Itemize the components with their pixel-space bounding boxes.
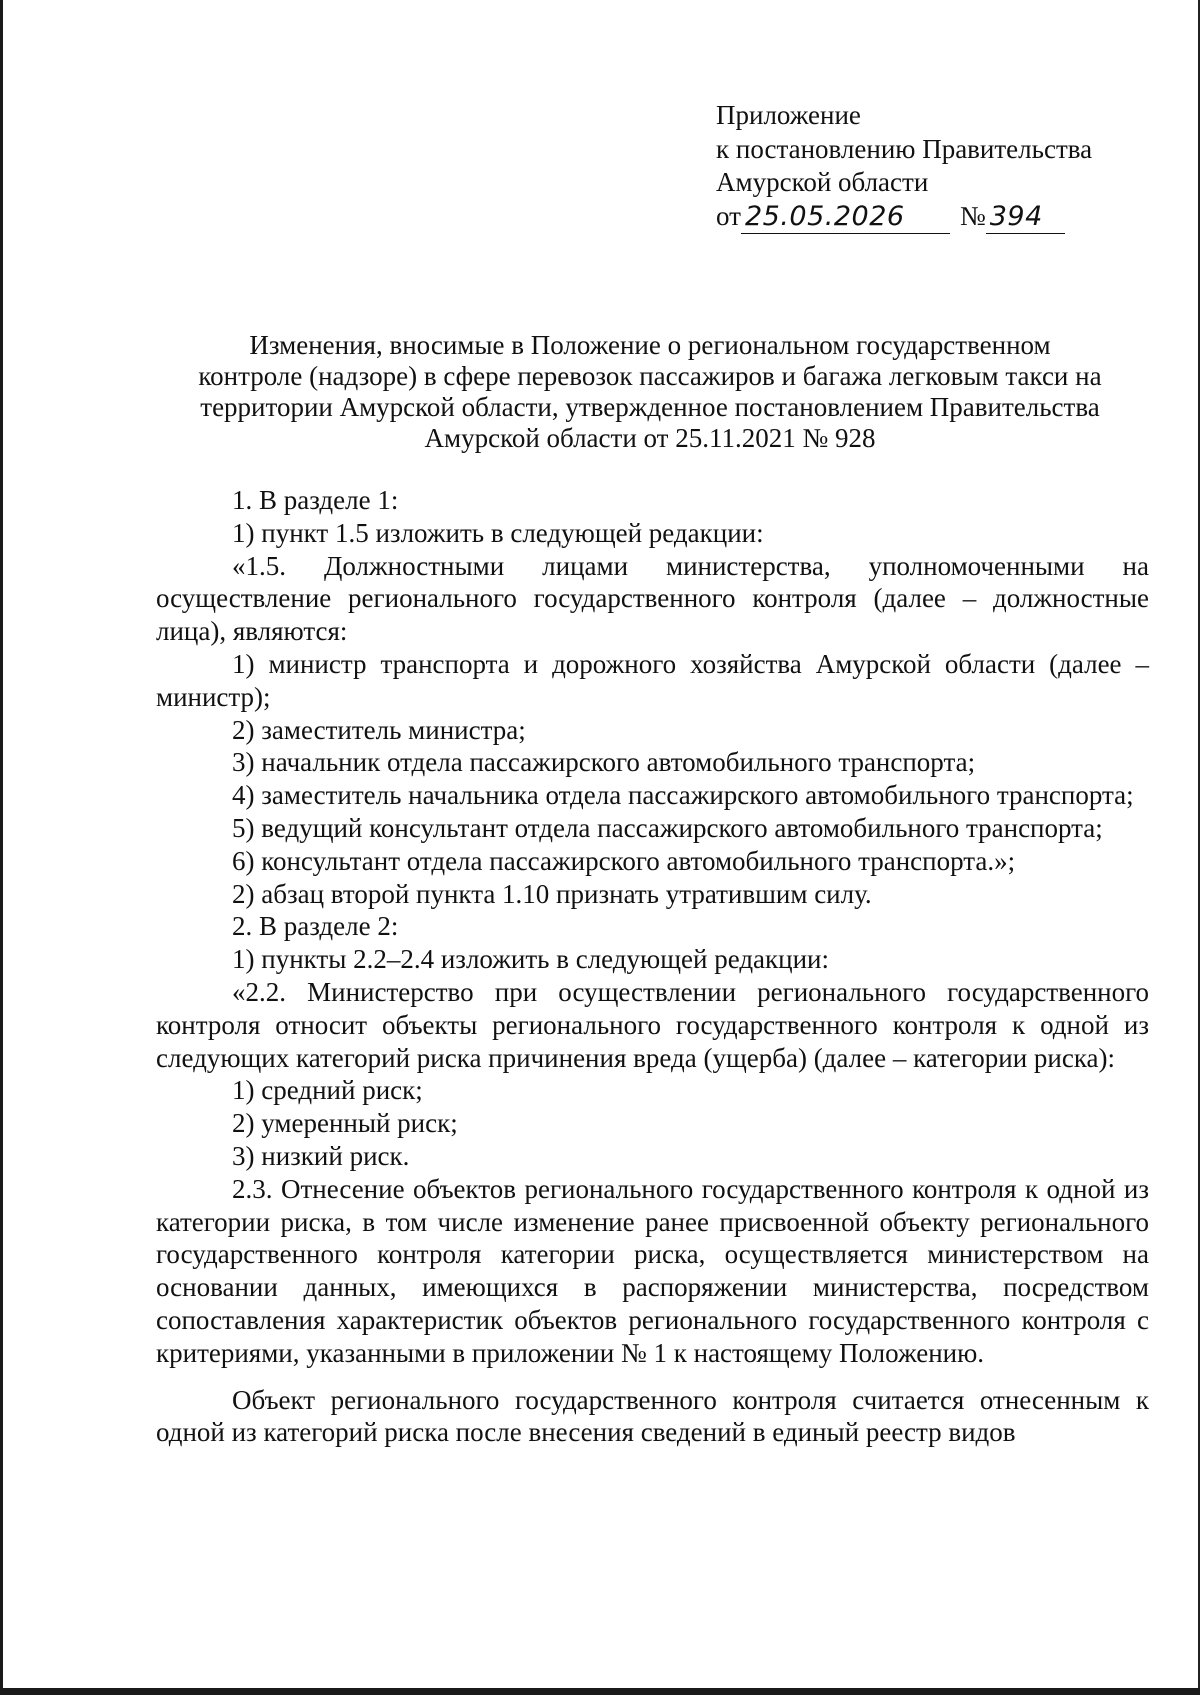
handwritten-number: 394 [986, 200, 1065, 235]
handwritten-date: 25.05.2026 [741, 200, 950, 235]
title-line: Амурской области от 25.11.2021 № 928 [424, 423, 876, 453]
paragraph: 1) пункты 2.2–2.4 изложить в следующей редакции: [232, 944, 830, 975]
title-line: Изменения, вносимые в Положение о региональном государственном [249, 330, 1051, 360]
paragraph: 1) министр транспорта и дорожного хозяйства Амурской области (далее – министр); [156, 648, 1149, 712]
paragraph: «1.5. Должностными лицами министерства, уполномоченными на осуществление регионального государственного контроля (далее – должностные лица), являются: [156, 550, 1149, 647]
paragraph: «2.2. Министерство при осуществлении регионального государственного контроля относит объекты регионального государственного контроля к одной из следующих категорий риска причинения вреда (ущерба) (далее – категории риска): [156, 976, 1149, 1073]
document-title [155, 330, 1145, 454]
paragraph: 5) ведущий консультант отдела пассажирского автомобильного транспорта; [232, 812, 1103, 843]
paragraph: 1) средний риск; [232, 1075, 423, 1106]
paragraph: 2) абзац второй пункта 1.10 признать утратившим силу. [232, 878, 872, 909]
paragraph: 2) умеренный риск; [232, 1108, 458, 1139]
document-body [156, 484, 1149, 1449]
appendix-date-number-line [716, 200, 1092, 235]
title-line: контроле (надзоре) в сфере перевозок пассажиров и багажа легковым такси на [198, 361, 1102, 391]
paragraph: 4) заместитель начальника отдела пассажирского автомобильного транспорта; [232, 780, 1134, 811]
number-sign: № [959, 200, 986, 231]
appendix-region: Амурской области [716, 167, 929, 197]
paragraph: 2) заместитель министра; [232, 714, 526, 745]
paragraph: 1. В разделе 1: [232, 485, 399, 515]
paragraph: 3) низкий риск. [232, 1140, 410, 1171]
scan-left-edge [0, 0, 3, 1695]
date-prefix: от [716, 200, 741, 231]
appendix-block [716, 99, 1092, 234]
appendix-label: Приложение [716, 100, 861, 130]
paragraph: 2. В разделе 2: [232, 911, 399, 942]
title-line: территории Амурской области, утвержденное постановлением Правительства [200, 392, 1100, 422]
scan-bottom-edge [0, 1688, 1200, 1695]
paragraph: 2.3. Отнесение объектов регионального государственного контроля к одной из категории риска, в том числе изменение ранее присвоенной объекту регионального государственного контроля категории риска, осуществляется министерством на основании данных, имеющихся в распоряжении министерства, посредством сопоставления характеристик объектов регионального государственного контроля с критериями, указанными в приложении № 1 к настоящему Положению. [156, 1173, 1149, 1368]
paragraph: Объект регионального государственного контроля считается отнесенным к одной из категорий риска после внесения сведений в единый реестр видов [156, 1384, 1149, 1448]
paragraph: 6) консультант отдела пассажирского автомобильного транспорта.»; [232, 845, 1016, 876]
paragraph: 1) пункт 1.5 изложить в следующей редакции: [232, 517, 764, 548]
appendix-decree-ref: к постановлению Правительства [716, 133, 1093, 164]
paragraph: 3) начальник отдела пассажирского автомобильного транспорта; [232, 747, 976, 778]
